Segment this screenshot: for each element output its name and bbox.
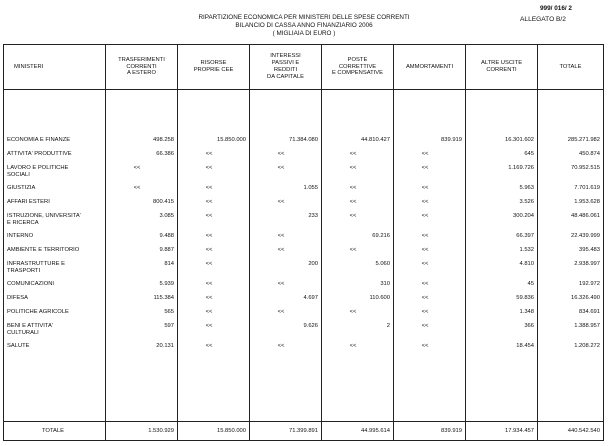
cell-value: <<	[394, 164, 466, 184]
cell-value: <<	[250, 164, 322, 184]
cell-value: 5.939	[106, 280, 178, 294]
column-header-label: MINISTERI	[14, 63, 44, 70]
total-value: 17.934.457	[466, 422, 538, 441]
cell-value: <<	[250, 280, 322, 294]
cell-value: 70.952.515	[538, 164, 604, 184]
cell-value: <<	[394, 294, 466, 308]
cell-value: 814	[106, 260, 178, 280]
cell-value: 4.810	[466, 260, 538, 280]
cell-value: 115.384	[106, 294, 178, 308]
column-header-3	[250, 45, 322, 90]
cell-value: 1.388.957	[538, 322, 604, 342]
cell-value: <<	[394, 198, 466, 212]
total-value: 839.919	[394, 422, 466, 441]
ministry-name: INFRASTRUTTURE E TRASPORTI	[4, 260, 106, 280]
cell-value: <<	[394, 212, 466, 232]
column-header-label: AMMORTAMENTI	[405, 63, 454, 70]
cell-value: 66.397	[466, 232, 538, 246]
cell-value: <<	[394, 342, 466, 356]
ministry-name: DIFESA	[4, 294, 106, 308]
ministry-name: ISTRUZIONE, UNIVERSITA' E RICERCA	[4, 212, 106, 232]
cell-value: <<	[178, 198, 250, 212]
cell-value: <<	[394, 150, 466, 164]
cell-value: <<	[178, 164, 250, 184]
column-header-4	[322, 45, 394, 90]
title-line-1: RIPARTIZIONE ECONOMICA PER MINISTERI DELLE SPESE CORRENTI	[198, 14, 410, 21]
ministry-name: AMBIENTE E TERRITORIO	[4, 246, 106, 260]
cell-value: 800.415	[106, 198, 178, 212]
cell-value: <<	[178, 150, 250, 164]
cell-value: 9.626	[250, 322, 322, 342]
cell-value: <<	[322, 164, 394, 184]
cell-value: 285.271.982	[538, 136, 604, 150]
cell-value: <<	[250, 150, 322, 164]
table-row	[4, 246, 604, 260]
cell-value: <<	[322, 150, 394, 164]
allegato-label: ALLEGATO B/2	[520, 16, 566, 23]
cell-value: <<	[250, 342, 322, 356]
column-header-label: ALTRE USCITE CORRENTI	[480, 60, 523, 73]
cell-value: <<	[178, 308, 250, 322]
cell-value: 310	[322, 280, 394, 294]
cell-value: 45	[466, 280, 538, 294]
column-header-ministeri	[4, 45, 106, 90]
cell-value: <<	[178, 184, 250, 198]
cell-value: <<	[394, 308, 466, 322]
table-row	[4, 150, 604, 164]
cell-value: 59.836	[466, 294, 538, 308]
cell-value: <<	[394, 246, 466, 260]
totals-label: TOTALE	[4, 422, 106, 441]
cell-value: 645	[466, 150, 538, 164]
ministry-name: POLITICHE AGRICOLE	[4, 308, 106, 322]
cell-value: 300.204	[466, 212, 538, 232]
cell-value: 9.488	[106, 232, 178, 246]
cell-value: 192.972	[538, 280, 604, 294]
cell-value: 839.919	[394, 136, 466, 150]
cell-value: 395.483	[538, 246, 604, 260]
cell-value: 71.384.080	[250, 136, 322, 150]
cell-value: <<	[178, 232, 250, 246]
cell-value: 44.810.427	[322, 136, 394, 150]
table-row	[4, 198, 604, 212]
cell-value: <<	[106, 164, 178, 184]
ministry-name: AFFARI ESTERI	[4, 198, 106, 212]
budget-table	[3, 44, 604, 441]
cell-value: <<	[178, 260, 250, 280]
cell-value: <<	[250, 232, 322, 246]
cell-value: 16.326.490	[538, 294, 604, 308]
table-body	[4, 90, 604, 422]
cell-value: 366	[466, 322, 538, 342]
table-row	[4, 184, 604, 198]
cell-value: 69.216	[322, 232, 394, 246]
cell-value: <<	[394, 232, 466, 246]
cell-value: <<	[394, 322, 466, 342]
cell-value: <<	[250, 308, 322, 322]
cell-value: 1.953.628	[538, 198, 604, 212]
column-header-2	[178, 45, 250, 90]
title-line-3: ( MIGLIAIA DI EURO )	[272, 30, 336, 37]
cell-value: 3.526	[466, 198, 538, 212]
cell-value: 1.532	[466, 246, 538, 260]
report-title	[0, 14, 608, 38]
cell-value: <<	[106, 184, 178, 198]
cell-value: 597	[106, 322, 178, 342]
cell-value: 7.701.619	[538, 184, 604, 198]
ministry-name: INTERNO	[4, 232, 106, 246]
cell-value: 1.348	[466, 308, 538, 322]
cell-value: 4.697	[250, 294, 322, 308]
totals-row	[4, 422, 604, 441]
table-row	[4, 164, 604, 184]
table-row	[4, 212, 604, 232]
total-value: 1.530.929	[106, 422, 178, 441]
cell-value: 110.600	[322, 294, 394, 308]
column-header-7	[538, 45, 604, 90]
table-row	[4, 322, 604, 342]
cell-value: 1.208.272	[538, 342, 604, 356]
cell-value: <<	[322, 212, 394, 232]
total-value: 15.850.000	[178, 422, 250, 441]
cell-value: <<	[322, 184, 394, 198]
column-header-6	[466, 45, 538, 90]
cell-value: 1.055	[250, 184, 322, 198]
ministry-name: BENI E ATTIVITA' CULTURALI	[4, 322, 106, 342]
cell-value: 450.874	[538, 150, 604, 164]
table-row	[4, 280, 604, 294]
cell-value: <<	[322, 246, 394, 260]
cell-value: 233	[250, 212, 322, 232]
column-header-label: POSTE CORRETTIVE E COMPENSATIVE	[331, 56, 384, 77]
title-line-2: BILANCIO DI CASSA ANNO FINANZIARIO 2006	[235, 22, 373, 29]
table-row	[4, 260, 604, 280]
ministry-name: GIUSTIZIA	[4, 184, 106, 198]
cell-value: 9.887	[106, 246, 178, 260]
cell-value: 834.691	[538, 308, 604, 322]
cell-value: 3.085	[106, 212, 178, 232]
column-header-label: RISORSE PROPRIE CEE	[193, 60, 234, 73]
document-reference: 999/ 016/ 2	[540, 5, 572, 12]
cell-value: 5.963	[466, 184, 538, 198]
cell-value: <<	[322, 308, 394, 322]
cell-value: 22.439.999	[538, 232, 604, 246]
column-header-1	[106, 45, 178, 90]
cell-value: <<	[394, 280, 466, 294]
table-row	[4, 232, 604, 246]
cell-value: 48.486.061	[538, 212, 604, 232]
cell-value: <<	[178, 212, 250, 232]
header-row	[4, 45, 604, 90]
filler-row	[4, 356, 604, 422]
cell-value: <<	[322, 342, 394, 356]
cell-value: <<	[178, 322, 250, 342]
table-row	[4, 136, 604, 150]
column-header-label: TRASFERIMENTI CORRENTI A ESTERO	[118, 56, 165, 77]
cell-value: 1.169.726	[466, 164, 538, 184]
cell-value: 15.850.000	[178, 136, 250, 150]
cell-value: 5.060	[322, 260, 394, 280]
cell-value: <<	[250, 246, 322, 260]
column-header-5	[394, 45, 466, 90]
cell-value: <<	[178, 246, 250, 260]
ministry-name: LAVORO E POLITICHE SOCIALI	[4, 164, 106, 184]
ministry-name: ATTIVITA' PRODUTTIVE	[4, 150, 106, 164]
cell-value: 66.386	[106, 150, 178, 164]
ministry-name: ECONOMIA E FINANZE	[4, 136, 106, 150]
cell-value: 2.938.997	[538, 260, 604, 280]
cell-value: <<	[178, 280, 250, 294]
ministry-name: SALUTE	[4, 342, 106, 356]
total-value: 44.995.614	[322, 422, 394, 441]
ministry-name: COMUNICAZIONI	[4, 280, 106, 294]
cell-value: <<	[322, 198, 394, 212]
cell-value: 498.258	[106, 136, 178, 150]
spacer-row	[4, 90, 604, 137]
column-header-label: TOTALE	[559, 63, 582, 70]
column-header-label: INTERESSI PASSIVI E REDDITI DA CAPITALE	[267, 53, 304, 80]
cell-value: 18.454	[466, 342, 538, 356]
cell-value: 565	[106, 308, 178, 322]
table-row	[4, 294, 604, 308]
cell-value: 16.301.602	[466, 136, 538, 150]
cell-value: <<	[178, 294, 250, 308]
table-row	[4, 308, 604, 322]
cell-value: <<	[394, 260, 466, 280]
total-value: 71.399.891	[250, 422, 322, 441]
table-row	[4, 342, 604, 356]
cell-value: <<	[178, 342, 250, 356]
cell-value: <<	[250, 198, 322, 212]
total-value: 440.542.540	[538, 422, 604, 441]
cell-value: 200	[250, 260, 322, 280]
cell-value: 2	[322, 322, 394, 342]
cell-value: <<	[394, 184, 466, 198]
cell-value: 20.131	[106, 342, 178, 356]
